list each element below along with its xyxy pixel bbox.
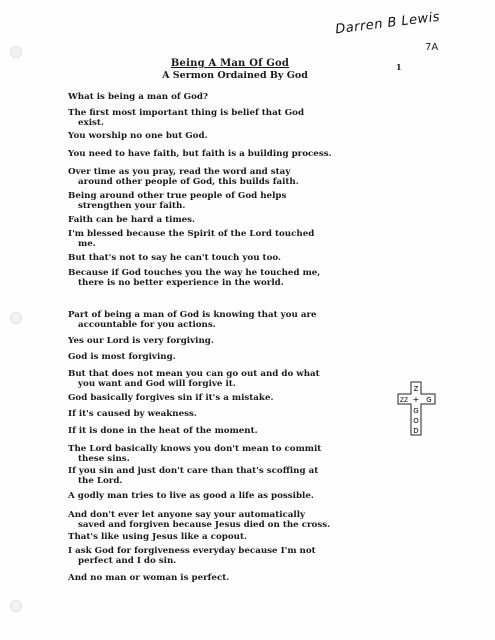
sermon-line-text: And don't ever let anyone say your automatically <box>68 510 306 520</box>
sermon-line-text: Over time as you pray, read the word and stay <box>68 167 291 177</box>
punch-hole <box>10 600 22 612</box>
signature: Darren B Lewis <box>334 9 441 38</box>
sermon-line-text: Being around other true people of God helps <box>68 191 287 201</box>
sermon-line <box>68 352 418 362</box>
sermon-line-continuation: there is no better experience in the world. <box>78 278 284 288</box>
sermon-subtitle: A Sermon Ordained By God <box>162 70 308 81</box>
sermon-line-continuation: around other people of God, this builds faith. <box>78 177 299 187</box>
sermon-line-text: If it is done in the heat of the moment. <box>68 426 258 436</box>
sermon-line-continuation: perfect and I do sin. <box>78 556 177 566</box>
sermon-line-continuation: saved and forgiven because Jesus died on the cross. <box>78 520 331 530</box>
cross-letter: Z <box>413 385 419 393</box>
cross-letter: ZZ <box>399 397 409 404</box>
sermon-line-text: But that does not mean you can go out and do what <box>68 369 320 379</box>
sermon-line-continuation: me. <box>78 239 96 249</box>
sermon-line <box>68 92 418 102</box>
sermon-line-continuation: the Lord. <box>78 476 123 486</box>
sermon-line-text: The first most important thing is belief that God <box>68 108 305 118</box>
cross-letter: D <box>413 427 419 435</box>
punch-hole <box>10 312 22 324</box>
sermon-line-text: I ask God for forgiveness everyday because I'm not <box>68 546 316 556</box>
sermon-line-text: I'm blessed because the Spirit of the Lord touched <box>68 229 315 239</box>
sermon-line <box>68 426 418 436</box>
sermon-line-text: What is being a man of God? <box>68 92 209 102</box>
sermon-line-continuation: you want and God will forgive it. <box>78 379 236 389</box>
sermon-line-text: The Lord basically knows you don't mean to commit <box>68 444 322 454</box>
sermon-line <box>68 546 418 566</box>
sermon-line-text: Yes our Lord is very forgiving. <box>68 336 214 346</box>
sermon-line-text: If it's caused by weakness. <box>68 409 197 419</box>
sermon-line <box>68 310 418 330</box>
sermon-line <box>68 253 418 263</box>
sermon-line-text: But that's not to say he can't touch you too. <box>68 253 282 263</box>
sermon-line <box>68 444 418 464</box>
cross-letter: + <box>412 395 420 404</box>
sermon-line-text: You worship no one but God. <box>68 131 208 141</box>
sermon-line <box>68 466 418 486</box>
sermon-line-continuation: these sins. <box>78 454 130 464</box>
sermon-line-text: A godly man tries to live as good a life as possible. <box>68 491 314 501</box>
cross-letter: G <box>413 407 419 415</box>
sermon-line <box>68 532 418 542</box>
sermon-line <box>68 191 418 211</box>
sermon-line <box>68 573 418 583</box>
sermon-line <box>68 131 418 141</box>
sermon-title: Being A Man Of God <box>170 58 290 69</box>
sermon-line-text: God is most forgiving. <box>68 352 176 362</box>
cross-letter: O <box>413 417 419 425</box>
sermon-line <box>68 167 418 187</box>
sermon-line-continuation: exist. <box>78 118 104 128</box>
sermon-line-text: If you sin and just don't care than that's scoffing at <box>68 466 319 476</box>
sermon-line <box>68 268 418 288</box>
sermon-line <box>68 369 418 389</box>
sermon-line <box>68 393 418 403</box>
sermon-line-continuation: strengthen your faith. <box>78 201 186 211</box>
punch-hole <box>10 46 22 58</box>
sermon-line-text: Part of being a man of God is knowing that you are <box>68 310 317 320</box>
sermon-line <box>68 409 418 419</box>
sermon-line <box>68 215 418 225</box>
handwritten-annotation: 7A <box>425 42 439 53</box>
cross-letter: G <box>426 396 432 404</box>
sermon-line <box>68 229 418 249</box>
sermon-line <box>68 149 418 159</box>
sermon-line-text: Because if God touches you the way he touched me, <box>68 268 321 278</box>
sermon-line-text: That's like using Jesus like a copout. <box>68 532 247 542</box>
sermon-line <box>68 336 418 346</box>
hand-drawn-cross-icon <box>397 381 437 437</box>
sermon-line-text: You need to have faith, but faith is a building process. <box>68 149 332 159</box>
sermon-line <box>68 510 418 530</box>
page-number: 1 <box>396 62 402 72</box>
sermon-line <box>68 491 418 501</box>
sermon-line-continuation: accountable for you actions. <box>78 320 216 330</box>
sermon-line-text: God basically forgives sin if it's a mistake. <box>68 393 274 403</box>
sermon-line-text: And no man or woman is perfect. <box>68 573 230 583</box>
sermon-line <box>68 108 418 128</box>
sermon-line-text: Faith can be hard a times. <box>68 215 196 225</box>
